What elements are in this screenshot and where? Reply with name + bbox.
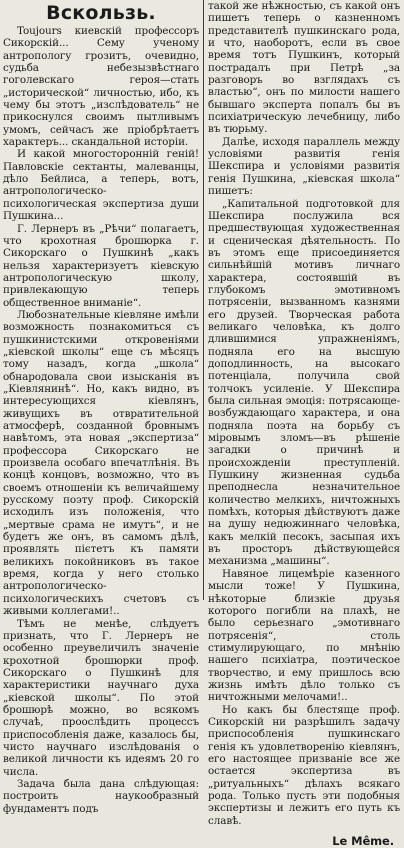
paragraph: Далѣе, исходя параллель между условіями развитія генія Шекспира и условіями развитія генія Пушкина, „кіевская школа“ пишетъ: — [208, 135, 400, 198]
paragraph: „Капитальной подготовкой для Шекспира послужила вся предшествующая художественная и сценическая дѣятельность. По въ этомъ еще присоединяется сильнѣйшій мотивъ личнаго характера, состоявшій въ глубокомъ эмотивномъ потрясеніи, вызванномъ казнями его друзей. Творческая работа великаго человѣка, къ долго длившимися упражненіямъ, подняла его на высшую доподлинность, на высокаго потенціала, получила свой толчокъ усиленіе. У Шекспира была сильная эмоція: потрясающе-возбуждающаго характера, и она подняла поэта на борьбу съ міровымъ зломъ—въ рѣшеніе загадки о причинѣ и происхожденіи преступленій. Пушкину жизненная судьба преподнесла незначительное количество мелкихъ, ничтожныхъ помѣхъ, которыя дѣйствуютъ даже на душу недюжиннаго человѣка, какъ мелкій песокъ, засыпая ихъ въ просторъ дѣйствующейся механизма „машины“. — [208, 197, 400, 568]
left-column — [3, 0, 199, 815]
paragraph: Г. Лернеръ въ „Рѣчи“ полагаетъ, что крохотная брошюрка г. Сикорскаго о Пушкинѣ „какъ нельзя характеризуетъ кіевскую антропологическую школу, привлекающую теперь общественное вниманіе“. — [3, 222, 199, 309]
column-divider — [203, 0, 204, 600]
paragraph: Навяное лицемѣріе казенного мысли тоже! У Пушкина, нѣкоторые близкіе друзья которого погибли на плахѣ, не было серьезнаго „эмотивнаго потрясенія“, столь стимулирующаго, по мнѣнію нашего психіатра, поэтическое творчество, и ему пришлось всю жизнь имѣть дѣло только съ ничтожными мелочами!.. — [208, 567, 400, 704]
paragraph: Но какъ бы блестяще проф. Сикорскій ни разрѣшилъ задачу приспособленія пушкинскаго генія къ удовлетворенію кіевлянъ, его настоящее призваніе все же остается экспертиза въ „ритуальныхъ“ дѣлахъ всякаго рода. Только пусть эти подобныя экспертизы и лежитъ его путь къ славѣ. — [208, 703, 400, 827]
right-column — [208, 0, 400, 848]
paragraph: И какой многосторонній геній! Павловскіе сектанты, малеванцы, дѣло Бейлиса, а теперь, вотъ, антропологическо-психологическая экспертиза души Пушкина... — [3, 148, 199, 223]
paragraph: Toujours киевскій профессоръ Сикорскій... Сему ученому антропологу грозитъ, очевидно, судьба небезызвѣстнаго гоголевскаго героя—стать „исторической“ личностью, ибо, къ чему бы этотъ „изслѣдователь“ не прикоснулся своимъ пытливымъ умомъ, сейчасъ же пріобрѣтаетъ характеръ... скандальной исторіи. — [3, 25, 199, 149]
article-title: Вскользь. — [46, 2, 156, 24]
paragraph: Тѣмъ не менѣе, слѣдуетъ признать, что Г. Лернеръ не особенно преувеличилъ значеніе крохотной брошюрки проф. Сикорскаго о Пушкинѣ для характеристики научнаго духа „кіевской школы“. По этой брошюрѣ можно, во всякомъ случаѣ, проослѣдить процессъ приспособленія даже, казалось бы, чисто научнаго изслѣдованія о великой личности къ идеямъ 20 го числа. — [3, 617, 199, 778]
paragraph: Задача была дана слѣдующая: построить наукообразный фундаментъ подъ — [3, 777, 199, 815]
paragraph: Любознательные кіевляне имѣли возможность познакомиться съ пушкинистскими откровеніями „кіевской школы“ еще съ мѣсяцъ тому назадъ, когда „школа“ обнародовала свои изысканія въ „Кіевлянинѣ“. Но, какъ видно, въ интересующихся кіевлянъ, живущихъ въ отвратительной атмосферѣ, созданной бровнымъ навѣтомъ, эта новая „экспертиза“ профессора Сикорскаго не произвела особаго впечатлѣнія. Въ концѣ концовъ, возможно, что въ своемъ отношеніи къ величайшему русскому поэту проф. Сикорскій исходилъ изъ положенія, что „мертвые срама не имутъ“, и не будетъ же онъ, въ самомъ дѣлѣ, проявлять пієтетъ къ памяти великихъ покойниковъ въ такое время, когда у него столько антропологическо-психологическихъ счетовъ съ живыми коллегами!.. — [3, 308, 199, 618]
paragraph: такой же нѣжностью, съ какой онъ пишетъ теперь о казненномъ представителѣ пушкинскаго рода, и что, наоборотъ, если въ свое время тотъ Пушкинъ, который пострадалъ при Петрѣ „за разговоръ во взглядахъ съ властью“, онъ по милости нашего бывшаго эксперта попалъ бы въ психіатрическую лечебницу, либо въ тюрьму. — [208, 0, 400, 136]
signature: Le Même. — [332, 834, 394, 848]
